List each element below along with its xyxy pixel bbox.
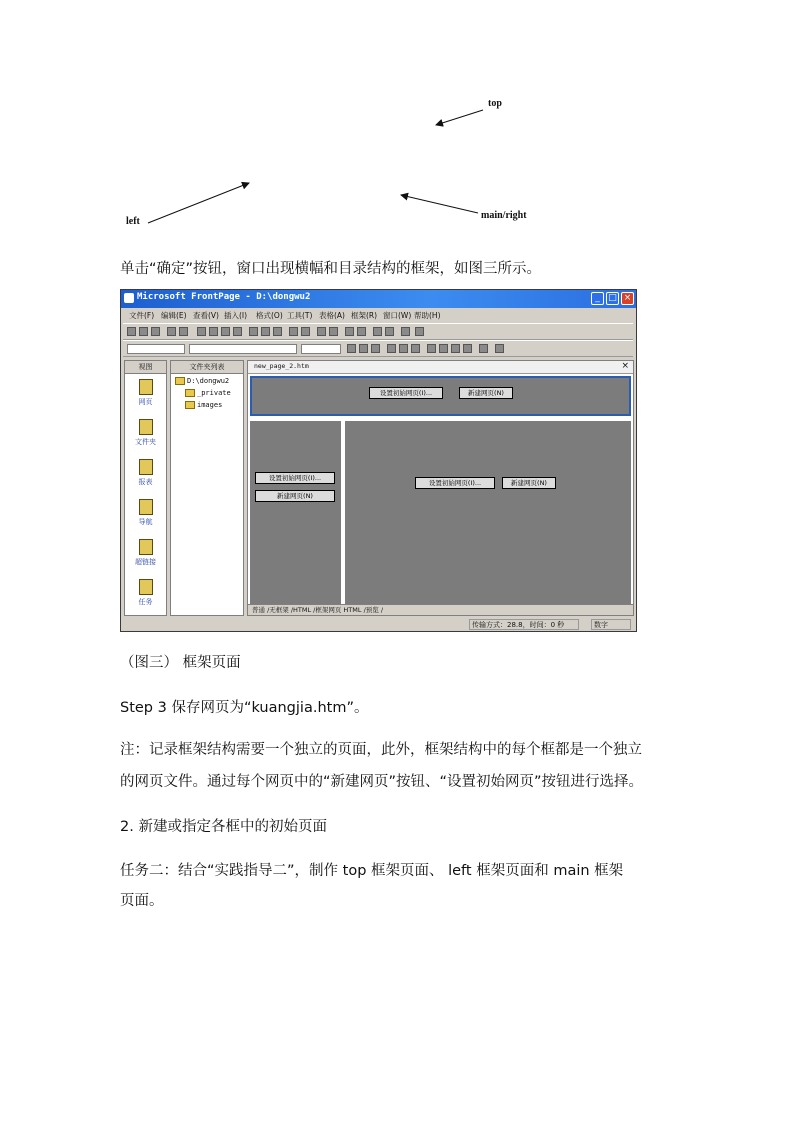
menu-bar bbox=[121, 309, 636, 322]
toolbar-button-icon[interactable] bbox=[179, 327, 188, 336]
toolbar-button-icon[interactable] bbox=[221, 327, 230, 336]
view-icon bbox=[139, 459, 153, 475]
main-frame[interactable] bbox=[345, 421, 631, 604]
toolbar-button-icon[interactable] bbox=[209, 327, 218, 336]
toolbar-button-icon[interactable] bbox=[167, 327, 176, 336]
format-button-icon[interactable] bbox=[399, 344, 408, 353]
format-button-icon[interactable] bbox=[463, 344, 472, 353]
frontpage-window bbox=[120, 289, 637, 632]
view-item[interactable] bbox=[125, 539, 166, 567]
format-button-icon[interactable] bbox=[359, 344, 368, 353]
step3-text: Step 3 保存网页为“kuangjia.htm”。 bbox=[120, 700, 369, 716]
toolbar-button-icon[interactable] bbox=[415, 327, 424, 336]
toolbar-button-icon[interactable] bbox=[273, 327, 282, 336]
note-line-1: 注：记录框架结构需要一个独立的页面，此外，框架结构中的每个框都是一个独立 bbox=[120, 742, 642, 758]
folder-icon bbox=[185, 389, 195, 397]
task-line-1: 任务二：结合“实践指导二”，制作 top 框架页面、 left 框架页面和 main 框架 bbox=[120, 863, 624, 879]
figure-caption: （图三） 框架页面 bbox=[120, 655, 241, 671]
folder-list-header: 文件夹列表 bbox=[171, 361, 243, 374]
views-bar bbox=[124, 360, 167, 616]
toolbar-button-icon[interactable] bbox=[301, 327, 310, 336]
toolbar-button-icon[interactable] bbox=[357, 327, 366, 336]
paragraph-intro: 单击“确定”按钮，窗口出现横幅和目录结构的框架，如图三所示。 bbox=[120, 261, 542, 277]
view-tabs-label[interactable]: 普通 /无框架 /HTML /框架网页 HTML /预览 / bbox=[252, 606, 384, 614]
document-area bbox=[247, 360, 634, 616]
close-icon[interactable]: × bbox=[621, 292, 634, 305]
view-item[interactable] bbox=[125, 379, 166, 407]
style-select[interactable] bbox=[127, 344, 185, 354]
view-label: 网页 bbox=[138, 398, 153, 406]
menu-item[interactable]: 格式(O) bbox=[256, 311, 283, 320]
view-label: 超链接 bbox=[135, 558, 156, 566]
view-icon bbox=[139, 419, 153, 435]
toolbar-button-icon[interactable] bbox=[385, 327, 394, 336]
format-button-icon[interactable] bbox=[479, 344, 488, 353]
folder-icon bbox=[175, 377, 185, 385]
label-top: top bbox=[488, 98, 502, 109]
format-button-icon[interactable] bbox=[371, 344, 380, 353]
formatting-toolbar bbox=[123, 340, 633, 357]
menu-item[interactable]: 文件(F) bbox=[129, 311, 155, 320]
menu-item[interactable]: 查看(V) bbox=[193, 311, 219, 320]
toolbar-button-icon[interactable] bbox=[197, 327, 206, 336]
view-icon bbox=[139, 539, 153, 555]
menu-item[interactable]: 表格(A) bbox=[319, 311, 345, 320]
minimize-icon[interactable]: _ bbox=[591, 292, 604, 305]
toolbar-button-icon[interactable] bbox=[139, 327, 148, 336]
doc-close-icon[interactable]: × bbox=[621, 361, 629, 371]
view-label: 导航 bbox=[138, 518, 153, 526]
view-icon bbox=[139, 379, 153, 395]
note-line-2: 的网页文件。通过每个网页中的“新建网页”按钮、“设置初始网页”按钮进行选择。 bbox=[120, 774, 644, 790]
toolbar-button-icon[interactable] bbox=[127, 327, 136, 336]
format-button-icon[interactable] bbox=[439, 344, 448, 353]
new-page-button[interactable]: 新建网页(N) bbox=[255, 490, 335, 502]
toolbar-button-icon[interactable] bbox=[345, 327, 354, 336]
font-select[interactable] bbox=[189, 344, 297, 354]
folder-root[interactable]: D:\dongwu2 bbox=[175, 377, 229, 385]
view-icon bbox=[139, 579, 153, 595]
toolbar-button-icon[interactable] bbox=[329, 327, 338, 336]
task-line-2: 页面。 bbox=[120, 893, 164, 909]
standard-toolbar bbox=[123, 323, 633, 340]
app-icon bbox=[124, 293, 134, 303]
window-title: Microsoft FrontPage - D:\dongwu2 bbox=[137, 292, 311, 302]
section-2-heading: 2. 新建或指定各框中的初始页面 bbox=[120, 819, 327, 835]
toolbar-button-icon[interactable] bbox=[401, 327, 410, 336]
doc-tab-bar bbox=[248, 361, 633, 374]
new-page-button[interactable]: 新建网页(N) bbox=[459, 387, 513, 399]
menu-item[interactable]: 帮助(H) bbox=[414, 311, 441, 320]
top-frame[interactable] bbox=[250, 376, 631, 416]
new-page-button[interactable]: 新建网页(N) bbox=[502, 477, 556, 489]
format-button-icon[interactable] bbox=[495, 344, 504, 353]
title-bar bbox=[121, 290, 636, 308]
size-select[interactable] bbox=[301, 344, 341, 354]
views-header: 视图 bbox=[125, 361, 166, 374]
left-frame[interactable] bbox=[250, 421, 341, 604]
format-button-icon[interactable] bbox=[411, 344, 420, 353]
format-button-icon[interactable] bbox=[347, 344, 356, 353]
folder-list-panel bbox=[170, 360, 244, 616]
folder-private[interactable]: _private bbox=[185, 389, 231, 397]
menu-item[interactable]: 框架(R) bbox=[351, 311, 378, 320]
label-main-right: main/right bbox=[481, 210, 527, 221]
status-mode: 数字 bbox=[591, 619, 631, 630]
toolbar-button-icon[interactable] bbox=[373, 327, 382, 336]
folder-icon bbox=[185, 401, 195, 409]
status-transfer: 传输方式：28.8，时间：0 秒 bbox=[469, 619, 579, 630]
view-item[interactable] bbox=[125, 499, 166, 527]
format-button-icon[interactable] bbox=[427, 344, 436, 353]
view-tabs bbox=[248, 604, 633, 615]
status-bar bbox=[121, 618, 636, 631]
menu-item[interactable]: 窗口(W) bbox=[383, 311, 412, 320]
menu-item[interactable]: 编辑(E) bbox=[161, 311, 187, 320]
view-icon bbox=[139, 499, 153, 515]
doc-tab[interactable]: new_page_2.htm bbox=[254, 362, 309, 370]
format-button-icon[interactable] bbox=[387, 344, 396, 353]
toolbar-button-icon[interactable] bbox=[289, 327, 298, 336]
toolbar-button-icon[interactable] bbox=[317, 327, 326, 336]
toolbar-button-icon[interactable] bbox=[249, 327, 258, 336]
folder-images[interactable]: images bbox=[185, 401, 222, 409]
menu-item[interactable]: 工具(T) bbox=[287, 311, 313, 320]
label-left: left bbox=[126, 216, 140, 227]
annotation-arrows bbox=[0, 0, 794, 260]
view-item[interactable] bbox=[125, 579, 166, 607]
toolbar-button-icon[interactable] bbox=[151, 327, 160, 336]
format-button-icon[interactable] bbox=[451, 344, 460, 353]
menu-item[interactable]: 插入(I) bbox=[224, 311, 248, 320]
maximize-icon[interactable]: □ bbox=[606, 292, 619, 305]
set-initial-page-button[interactable]: 设置初始网页(I)... bbox=[415, 477, 495, 489]
view-item[interactable] bbox=[125, 459, 166, 487]
view-label: 报表 bbox=[138, 478, 153, 486]
toolbar-button-icon[interactable] bbox=[233, 327, 242, 336]
view-label: 任务 bbox=[138, 598, 153, 606]
view-label: 文件夹 bbox=[135, 438, 156, 446]
set-initial-page-button[interactable]: 设置初始网页(I)... bbox=[369, 387, 443, 399]
toolbar-button-icon[interactable] bbox=[261, 327, 270, 336]
set-initial-page-button[interactable]: 设置初始网页(I)... bbox=[255, 472, 335, 484]
view-item[interactable] bbox=[125, 419, 166, 447]
